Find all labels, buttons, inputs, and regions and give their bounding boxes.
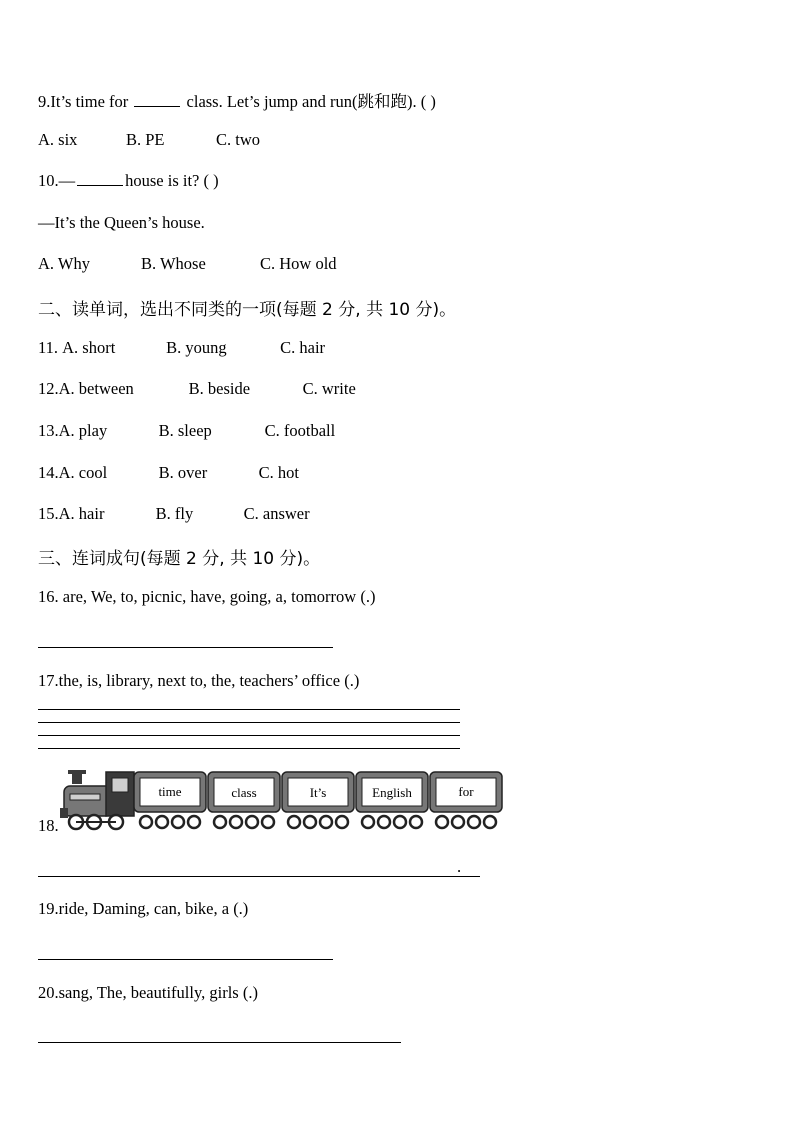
question-10 <box>38 171 219 191</box>
q18-answer-line[interactable] <box>38 876 480 877</box>
train-car-1 <box>134 772 206 828</box>
q10-text-b: house is it? ( ) <box>125 171 219 190</box>
q9-options <box>38 130 260 150</box>
question-13 <box>38 421 335 441</box>
q11-option-a[interactable]: A. short <box>62 338 116 357</box>
q12-option-b[interactable]: B. beside <box>188 379 251 398</box>
q9-option-c[interactable]: C. two <box>216 130 261 149</box>
q13-option-a[interactable]: A. play <box>58 421 108 440</box>
q12-num: 12. <box>38 379 59 398</box>
q16-answer-line[interactable] <box>38 647 333 648</box>
q15-option-c[interactable]: C. answer <box>243 504 310 523</box>
q15-num: 15. <box>38 504 59 523</box>
question-19: 19.ride, Daming, can, bike, a (.) <box>38 899 249 918</box>
train-car-5 <box>430 772 502 828</box>
question-15 <box>38 504 310 524</box>
q14-option-b[interactable]: B. over <box>158 463 208 482</box>
q10-option-a[interactable]: A. Why <box>38 254 90 273</box>
car-label-2: class <box>231 785 257 800</box>
q11-option-c[interactable]: C. hair <box>280 338 326 357</box>
question-11 <box>38 338 325 358</box>
q19-answer-line[interactable] <box>38 959 333 960</box>
q11-option-b[interactable]: B. young <box>166 338 227 357</box>
q9-option-b[interactable]: B. PE <box>126 130 165 149</box>
q12-option-a[interactable]: A. between <box>58 379 134 398</box>
q17-answer-line-1[interactable] <box>38 709 460 710</box>
q18-end-mark: . <box>457 857 462 876</box>
q17-answer-line-3[interactable] <box>38 735 460 736</box>
question-9 <box>38 88 436 112</box>
train-car-4 <box>356 772 428 828</box>
q10-text-a: 10.— <box>38 171 76 190</box>
question-16: 16. are, We, to, picnic, have, going, a, tomorrow (.) <box>38 587 376 606</box>
q15-option-b[interactable]: B. fly <box>155 504 194 523</box>
q9-option-a[interactable]: A. six <box>38 130 78 149</box>
q12-option-c[interactable]: C. write <box>302 379 356 398</box>
q15-option-a[interactable]: A. hair <box>58 504 105 523</box>
q11-num: 11. <box>38 338 63 357</box>
car-label-3: It’s <box>309 785 327 800</box>
train-car-3 <box>282 772 354 828</box>
train-car-2 <box>208 772 280 828</box>
car-label-1: time <box>158 784 182 799</box>
q10-option-b[interactable]: B. Whose <box>141 254 206 273</box>
q20-answer-line[interactable] <box>38 1042 401 1043</box>
section-3-title: 三、连词成句(每题 2 分, 共 10 分)。 <box>38 549 321 569</box>
q10-options <box>38 254 337 274</box>
q10-reply: —It’s the Queen’s house. <box>38 213 205 232</box>
q14-option-c[interactable]: C. hot <box>258 463 299 482</box>
question-12 <box>38 379 356 399</box>
q9-text-b: class. Let’s jump and run(跳和跑). ( ) <box>182 92 436 111</box>
section-2-title: 二、读单词，选出不同类的一项(每题 2 分, 共 10 分)。 <box>38 300 457 320</box>
q13-num: 13. <box>38 421 59 440</box>
question-17: 17.the, is, library, next to, the, teachers’ office (.) <box>38 671 360 690</box>
q14-num: 14. <box>38 463 59 482</box>
q13-option-c[interactable]: C. football <box>264 421 336 440</box>
q13-option-b[interactable]: B. sleep <box>158 421 212 440</box>
q10-blank[interactable] <box>77 184 123 186</box>
q17-answer-line-4[interactable] <box>38 748 460 749</box>
q14-option-a[interactable]: A. cool <box>58 463 108 482</box>
car-label-5: for <box>458 784 474 799</box>
q9-blank[interactable] <box>134 105 180 107</box>
question-20: 20.sang, The, beautifully, girls (.) <box>38 983 258 1002</box>
q17-answer-line-2[interactable] <box>38 722 460 723</box>
q9-text-a: 9.It’s time for <box>38 92 133 111</box>
locomotive-icon <box>60 770 134 829</box>
q18-num: 18. <box>38 816 59 835</box>
train-illustration <box>60 768 505 832</box>
question-14 <box>38 463 299 483</box>
q10-option-c[interactable]: C. How old <box>260 254 337 273</box>
car-label-4: English <box>372 785 412 800</box>
